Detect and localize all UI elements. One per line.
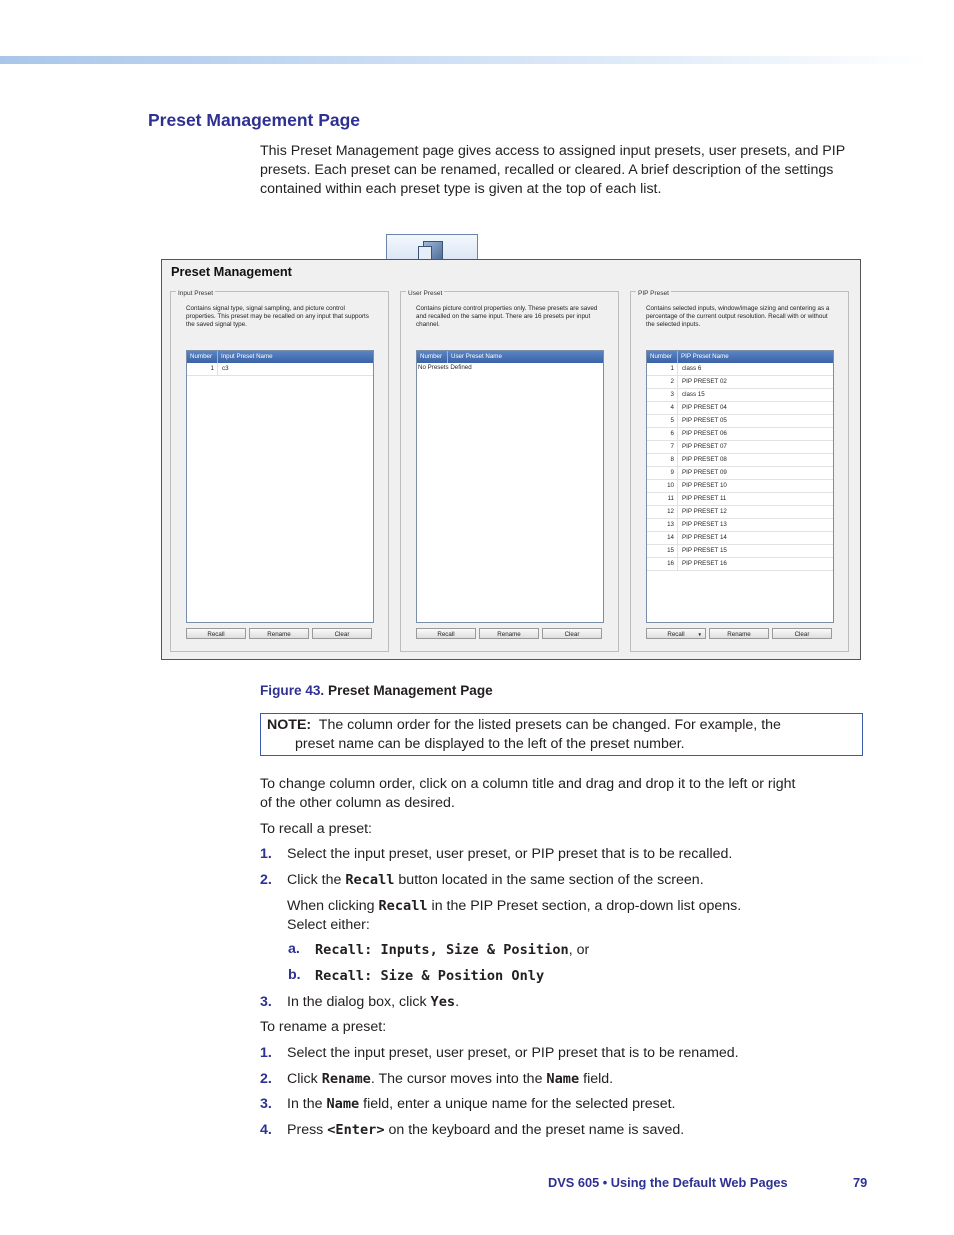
panel-legend: PIP Preset <box>638 290 669 297</box>
option-a-label: a. <box>288 941 300 957</box>
row-number: 3 <box>647 389 678 401</box>
table-row[interactable] <box>647 532 833 545</box>
column-order-paragraph: To change column order, click on a column title and drag and drop it to the left or right of the other column as desired. <box>260 776 796 811</box>
empty-list-text: No Presets Defined <box>418 364 472 371</box>
clear-button[interactable]: Clear <box>542 628 602 639</box>
table-row[interactable] <box>187 363 373 376</box>
footer-title: DVS 605 • Using the Default Web Pages <box>548 1175 788 1190</box>
row-name: PIP PRESET 09 <box>682 469 727 476</box>
option-b-label: b. <box>288 967 301 983</box>
intro-paragraph: This Preset Management page gives access to assigned input presets, user presets, and PIP presets. Each preset can be renamed, recalled or cleared. A brief description of the settings contained within each preset type is given at the top of each list. <box>260 143 845 197</box>
note-label: NOTE: <box>267 717 312 733</box>
row-number: 8 <box>647 454 678 466</box>
step-number: 1. <box>260 846 272 862</box>
row-number: 7 <box>647 441 678 453</box>
clear-button[interactable]: Clear <box>772 628 832 639</box>
column-number[interactable]: Number <box>187 351 218 363</box>
table-row[interactable] <box>647 402 833 415</box>
column-name[interactable]: PIP Preset Name <box>681 353 729 360</box>
step-number: 3. <box>260 1096 272 1112</box>
table-row[interactable] <box>647 415 833 428</box>
recall-button[interactable]: Recall <box>186 628 246 639</box>
row-number: 2 <box>647 376 678 388</box>
rename-button[interactable]: Rename <box>249 628 309 639</box>
row-number: 1 <box>187 363 218 375</box>
table-row[interactable] <box>647 454 833 467</box>
row-number: 16 <box>647 558 678 570</box>
table-row[interactable] <box>647 558 833 571</box>
input-preset-panel <box>170 291 389 652</box>
row-name: class 15 <box>682 391 705 398</box>
table-row[interactable] <box>647 506 833 519</box>
row-number: 12 <box>647 506 678 518</box>
row-number: 11 <box>647 493 678 505</box>
row-name: PIP PRESET 06 <box>682 430 727 437</box>
row-name: PIP PRESET 15 <box>682 547 727 554</box>
dropdown-arrow-icon: ▼ <box>697 632 702 637</box>
row-name: PIP PRESET 16 <box>682 560 727 567</box>
step-number: 2. <box>260 872 272 888</box>
row-name: class 6 <box>682 365 702 372</box>
rename-step-3: In the Name field, enter a unique name for the selected preset. <box>287 1096 676 1112</box>
panel-buttons <box>646 628 832 639</box>
recall-title: To recall a preset: <box>260 821 372 837</box>
figure-caption: Figure 43. Preset Management Page <box>260 683 493 698</box>
step-number: 4. <box>260 1122 272 1138</box>
rename-step-4: Press <Enter> on the keyboard and the preset name is saved. <box>287 1122 685 1138</box>
table-row[interactable] <box>647 545 833 558</box>
row-number: 4 <box>647 402 678 414</box>
table-row[interactable] <box>647 480 833 493</box>
step-number: 3. <box>260 994 272 1010</box>
note-box: NOTE: The column order for the listed presets can be changed. For example, the preset name can be displayed to the left of the preset number. <box>260 713 863 756</box>
recall-step-1: Select the input preset, user preset, or PIP preset that is to be recalled. <box>287 846 733 862</box>
recall-step-2-detail: When clicking Recall in the PIP Preset section, a drop-down list opens. Select either: <box>287 898 742 933</box>
table-row[interactable] <box>647 519 833 532</box>
panel-buttons <box>416 628 602 639</box>
rename-title: To rename a preset: <box>260 1019 387 1035</box>
table-header <box>417 351 603 363</box>
row-name: PIP PRESET 13 <box>682 521 727 528</box>
panel-legend: User Preset <box>408 290 443 297</box>
column-name[interactable]: Input Preset Name <box>221 353 273 360</box>
preset-management-screenshot <box>161 259 861 660</box>
row-number: 1 <box>647 363 678 375</box>
table-row[interactable] <box>647 363 833 376</box>
user-preset-table <box>416 350 604 623</box>
rename-step-2: Click Rename. The cursor moves into the Name field. <box>287 1071 614 1087</box>
row-number: 6 <box>647 428 678 440</box>
rename-button[interactable]: Rename <box>479 628 539 639</box>
option-a: Recall: Inputs, Size & Position, or <box>315 942 590 958</box>
row-number: 14 <box>647 532 678 544</box>
step-number: 1. <box>260 1045 272 1061</box>
row-number: 10 <box>647 480 678 492</box>
section-heading: Preset Management Page <box>148 110 361 130</box>
table-row[interactable] <box>647 441 833 454</box>
row-number: 15 <box>647 545 678 557</box>
recall-step-3: In the dialog box, click Yes. <box>287 994 460 1010</box>
table-row[interactable] <box>647 376 833 389</box>
rename-step-1: Select the input preset, user preset, or PIP preset that is to be renamed. <box>287 1045 739 1061</box>
row-number: 9 <box>647 467 678 479</box>
option-b: Recall: Size & Position Only <box>315 968 545 984</box>
panel-buttons <box>186 628 372 639</box>
row-name: PIP PRESET 11 <box>682 495 727 502</box>
pip-preset-panel <box>630 291 849 652</box>
clear-button[interactable]: Clear <box>312 628 372 639</box>
row-name: PIP PRESET 05 <box>682 417 727 424</box>
recall-button[interactable]: Recall <box>416 628 476 639</box>
input-preset-table <box>186 350 374 623</box>
column-name[interactable]: User Preset Name <box>451 353 502 360</box>
table-row[interactable] <box>647 389 833 402</box>
panel-legend: Input Preset <box>178 290 214 297</box>
recall-dropdown-button[interactable]: Recall ▼ <box>646 628 706 639</box>
header-gradient-bar <box>0 56 930 64</box>
pip-preset-table <box>646 350 834 623</box>
row-number: 5 <box>647 415 678 427</box>
panel-description: Contains selected inputs, window/image sizing and centering as a percentage of the current output resolution. Recall with or without the selected inputs. <box>646 305 830 328</box>
row-name: PIP PRESET 04 <box>682 404 727 411</box>
table-row[interactable] <box>647 428 833 441</box>
row-name: c3 <box>222 365 229 372</box>
step-number: 2. <box>260 1071 272 1087</box>
row-name: PIP PRESET 14 <box>682 534 727 541</box>
page-number: 79 <box>853 1175 868 1190</box>
screenshot-title: Preset Management <box>171 264 292 279</box>
row-name: PIP PRESET 12 <box>682 508 727 515</box>
table-header <box>187 351 373 363</box>
row-name: PIP PRESET 07 <box>682 443 727 450</box>
panel-description: Contains signal type, signal sampling, and picture control properties. This preset may be recalled on any input that supports the saved signal type. <box>186 305 369 328</box>
recall-step-2: Click the Recall button located in the same section of the screen. <box>287 872 704 888</box>
user-preset-panel <box>400 291 619 652</box>
row-number: 13 <box>647 519 678 531</box>
rename-button[interactable]: Rename <box>709 628 769 639</box>
panel-description: Contains picture control properties only. These presets are saved and recalled on the same input. There are 16 presets per input channel. <box>416 305 598 328</box>
table-header <box>647 351 833 363</box>
row-name: PIP PRESET 10 <box>682 482 727 489</box>
column-number[interactable]: Number <box>647 351 678 363</box>
column-number[interactable]: Number <box>417 351 448 363</box>
row-name: PIP PRESET 02 <box>682 378 727 385</box>
table-row[interactable] <box>647 467 833 480</box>
table-row[interactable] <box>647 493 833 506</box>
row-name: PIP PRESET 08 <box>682 456 727 463</box>
